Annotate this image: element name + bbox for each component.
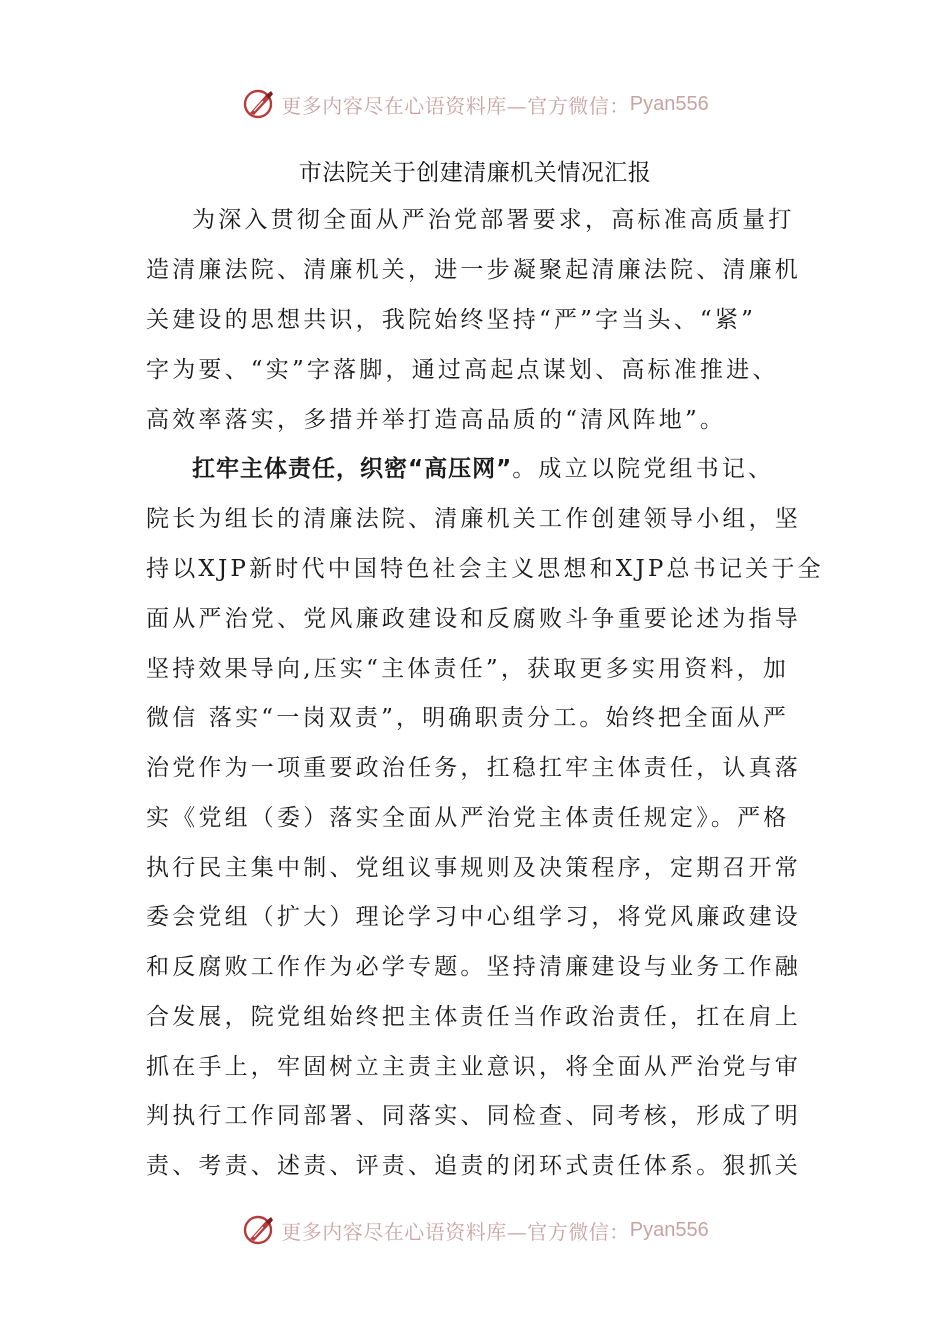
footer-banner-wechat: Pyan556 <box>629 1218 709 1241</box>
body-line-20: 责、考责、述责、评责、追责的闭环式责任体系。狠抓关 <box>146 1153 801 1179</box>
body-line-5: 高效率落实，多措并举打造高品质的“清风阵地”。 <box>146 407 727 433</box>
body-line-17: 合发展，院党组始终把主体责任当作政治责任，扛在肩上 <box>146 1004 801 1030</box>
body-line-15: 委会党组（扩大）理论学习中心组学习，将党风廉政建设 <box>146 904 801 930</box>
body-line-19: 判执行工作同部署、同落实、同检查、同考核，形成了明 <box>146 1103 801 1129</box>
section1-heading: 扛牢主体责任，织密“高压网” <box>192 456 513 482</box>
body-line-14: 执行民主集中制、党组议事规则及决策程序，定期召开常 <box>146 855 801 881</box>
header-banner <box>0 84 950 124</box>
body-line-1: 为深入贯彻全面从严治党部署要求，高标准高质量打 <box>192 207 795 233</box>
body-line-3: 关建设的思想共识，我院始终坚持“严”字当头、“紧” <box>146 307 757 333</box>
footer-banner-text: 更多内容尽在心语资料库—官方微信： <box>281 1219 630 1244</box>
body-line-13: 实《党组（委）落实全面从严治党主体责任规定》。严格 <box>146 805 790 831</box>
body-line-8: 持以XJP新时代中国特色社会主义思想和XJP总书记关于全 <box>146 556 824 582</box>
body-line-4: 字为要、“实”字落脚，通过高起点谋划、高标准推进、 <box>146 357 779 383</box>
document-title: 市法院关于创建清廉机关情况汇报 <box>298 160 652 186</box>
footer-banner <box>0 1210 950 1250</box>
section1-first-line <box>192 454 774 484</box>
body-line-2: 造清廉法院、清廉机关，进一步凝聚起清廉法院、清廉机 <box>146 257 801 283</box>
pen-nib-logo-icon <box>241 1212 277 1248</box>
body-line-18: 抓在手上，牢固树立主责主业意识，将全面从严治党与审 <box>146 1054 801 1080</box>
body-line-12: 治党作为一项重要政治任务，扛稳扛牢主体责任，认真落 <box>146 755 801 781</box>
body-line-11: 微信 落实“一岗双责”，明确职责分工。始终把全面从严 <box>146 705 790 731</box>
body-line-9: 面从严治党、党风廉政建设和反腐败斗争重要论述为指导 <box>146 606 801 632</box>
body-line-16: 和反腐败工作作为必学专题。坚持清廉建设与业务工作融 <box>146 954 801 980</box>
header-banner-text: 更多内容尽在心语资料库—官方微信： <box>281 93 630 118</box>
header-banner-wechat: Pyan556 <box>629 92 709 115</box>
body-line-7: 院长为组长的清廉法院、清廉机关工作创建领导小组，坚 <box>146 506 801 532</box>
body-line-10: 坚持效果导向,压实“主体责任”，获取更多实用资料，加 <box>146 656 790 682</box>
pen-nib-logo-icon <box>241 86 277 122</box>
section1-lead: 。成立以院党组书记、 <box>512 456 775 482</box>
